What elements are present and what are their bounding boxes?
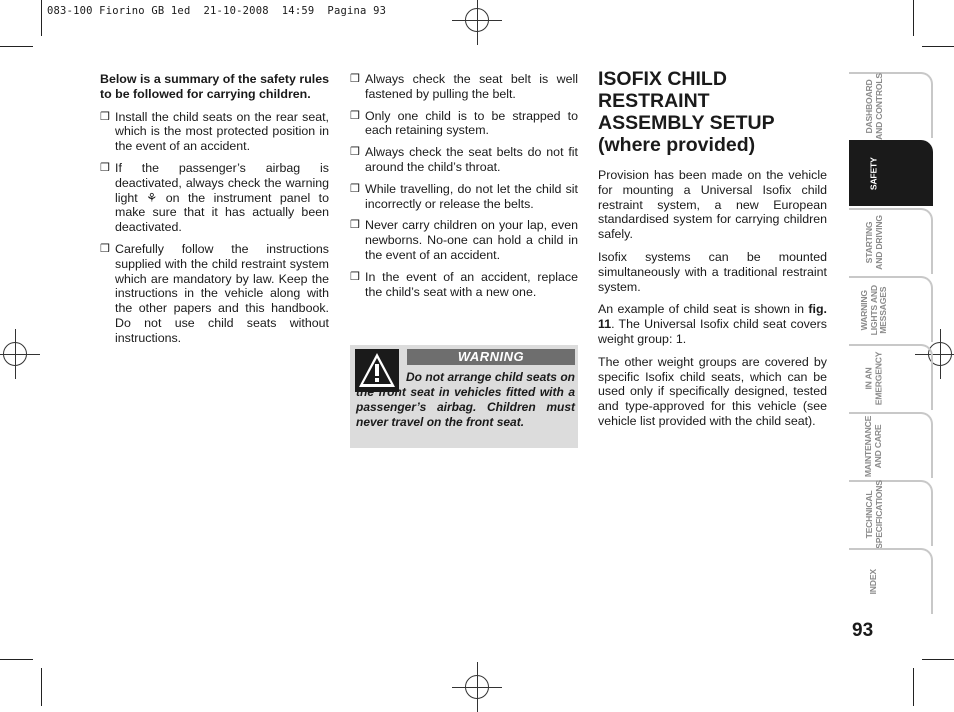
list-item: ❒ Never carry children on your lap, even newborns. No-one can hold a child in the event of an accident. [350, 218, 578, 262]
checkbox-bullet-icon: ❒ [100, 161, 110, 174]
paragraph: An example of child seat is shown in fig. 11. The Universal Isofix child seat covers weight group: 1. [598, 302, 827, 346]
section-title: ISOFIX CHILD RESTRAINT ASSEMBLY SETUP (where provided) [598, 68, 775, 156]
list-item: ❒ Only one child is to be strapped to each retaining system. [350, 108, 578, 138]
warning-text: Do not arrange child seats on the front seat in vehicles fitted with a passenger’s airbag. Children must never travel on the front seat. [356, 370, 575, 429]
checkbox-bullet-icon: ❒ [350, 219, 360, 232]
chapter-tabs [849, 72, 933, 617]
tab-dashboard-and-controls[interactable]: DASHBOARD AND CONTROLS [849, 72, 933, 138]
registration-mark [3, 342, 27, 366]
crop-mark [922, 46, 954, 47]
checkbox-bullet-icon: ❒ [350, 146, 360, 159]
tab-technical-specifications[interactable]: TECHNICAL SPECIFICATIONS [849, 480, 933, 546]
left-column [100, 72, 329, 353]
list-item: ❒ In the event of an accident, replace the child’s seat with a new one. [350, 269, 578, 299]
crop-mark [0, 659, 33, 660]
crop-mark [922, 659, 954, 660]
checkbox-bullet-icon: ❒ [350, 182, 360, 195]
tab-starting-and-driving[interactable]: STARTING AND DRIVING [849, 208, 933, 274]
print-header: 083-100 Fiorino GB 1ed 21-10-2008 14:59 Pagina 93 [47, 5, 387, 17]
crop-mark [913, 668, 914, 706]
registration-mark [465, 8, 489, 32]
list-item: ❒ While travelling, do not let the child sit incorrectly or release the belts. [350, 181, 578, 211]
warning-label: WARNING [407, 349, 575, 365]
checkbox-bullet-icon: ❒ [350, 270, 360, 283]
list-item: ❒ Always check the seat belts do not fit around the child’s throat. [350, 145, 578, 174]
checkbox-bullet-icon: ❒ [350, 109, 360, 122]
tab-safety[interactable]: SAFETY [849, 140, 933, 206]
crop-mark [41, 0, 42, 36]
tab-index[interactable]: INDEX [849, 548, 933, 614]
intro-text: Below is a summary of the safety rules to be followed for carrying children. [100, 72, 329, 101]
page-number: 93 [852, 620, 874, 641]
right-column [598, 68, 827, 437]
warning-box [350, 345, 578, 448]
checkbox-bullet-icon: ❒ [100, 110, 110, 123]
list-item: ❒ If the passenger’s airbag is deactivated, always check the warning light ⚘ on the instrument panel to make sure that it has actually been deactivated. [100, 160, 329, 235]
checkbox-bullet-icon: ❒ [100, 242, 110, 255]
crop-mark [0, 46, 33, 47]
paragraph: The other weight groups are covered by specific Isofix child seats, which can be used only if specifically designed, tested and type-approved for this vehicle (see vehicle list provided with the child seat). [598, 354, 827, 428]
figure-reference: fig. 11 [598, 302, 827, 332]
list-item: ❒ Install the child seats on the rear seat, which is the most protected position in the event of an accident. [100, 109, 329, 154]
crop-mark [913, 0, 914, 36]
tab-maintenance-and-care[interactable]: MAINTENANCE AND CARE [849, 412, 933, 478]
registration-mark [465, 675, 489, 699]
paragraph: Isofix systems can be mounted simultaneously with a traditional restraint system. [598, 249, 827, 294]
checkbox-bullet-icon: ❒ [350, 73, 360, 85]
crop-mark [41, 668, 42, 706]
list-item: ❒ Carefully follow the instructions supplied with the child restraint system which are mandatory by law. Keep the instructions in the vehicle along with the other papers and this handbook. Do not use child seats without instructions. [100, 241, 329, 345]
list-item: ❒ Always check the seat belt is well fastened by pulling the belt. [350, 72, 578, 101]
middle-column [350, 72, 578, 306]
tab-warning-lights-and-messages[interactable]: WARNING LIGHTS AND MESSAGES [849, 276, 933, 342]
paragraph: Provision has been made on the vehicle for mounting a Universal Isofix child restraint system, a new European standardised system for carrying children safely. [598, 168, 827, 242]
tab-in-an-emergency[interactable]: IN AN EMERGENCY [849, 344, 933, 410]
